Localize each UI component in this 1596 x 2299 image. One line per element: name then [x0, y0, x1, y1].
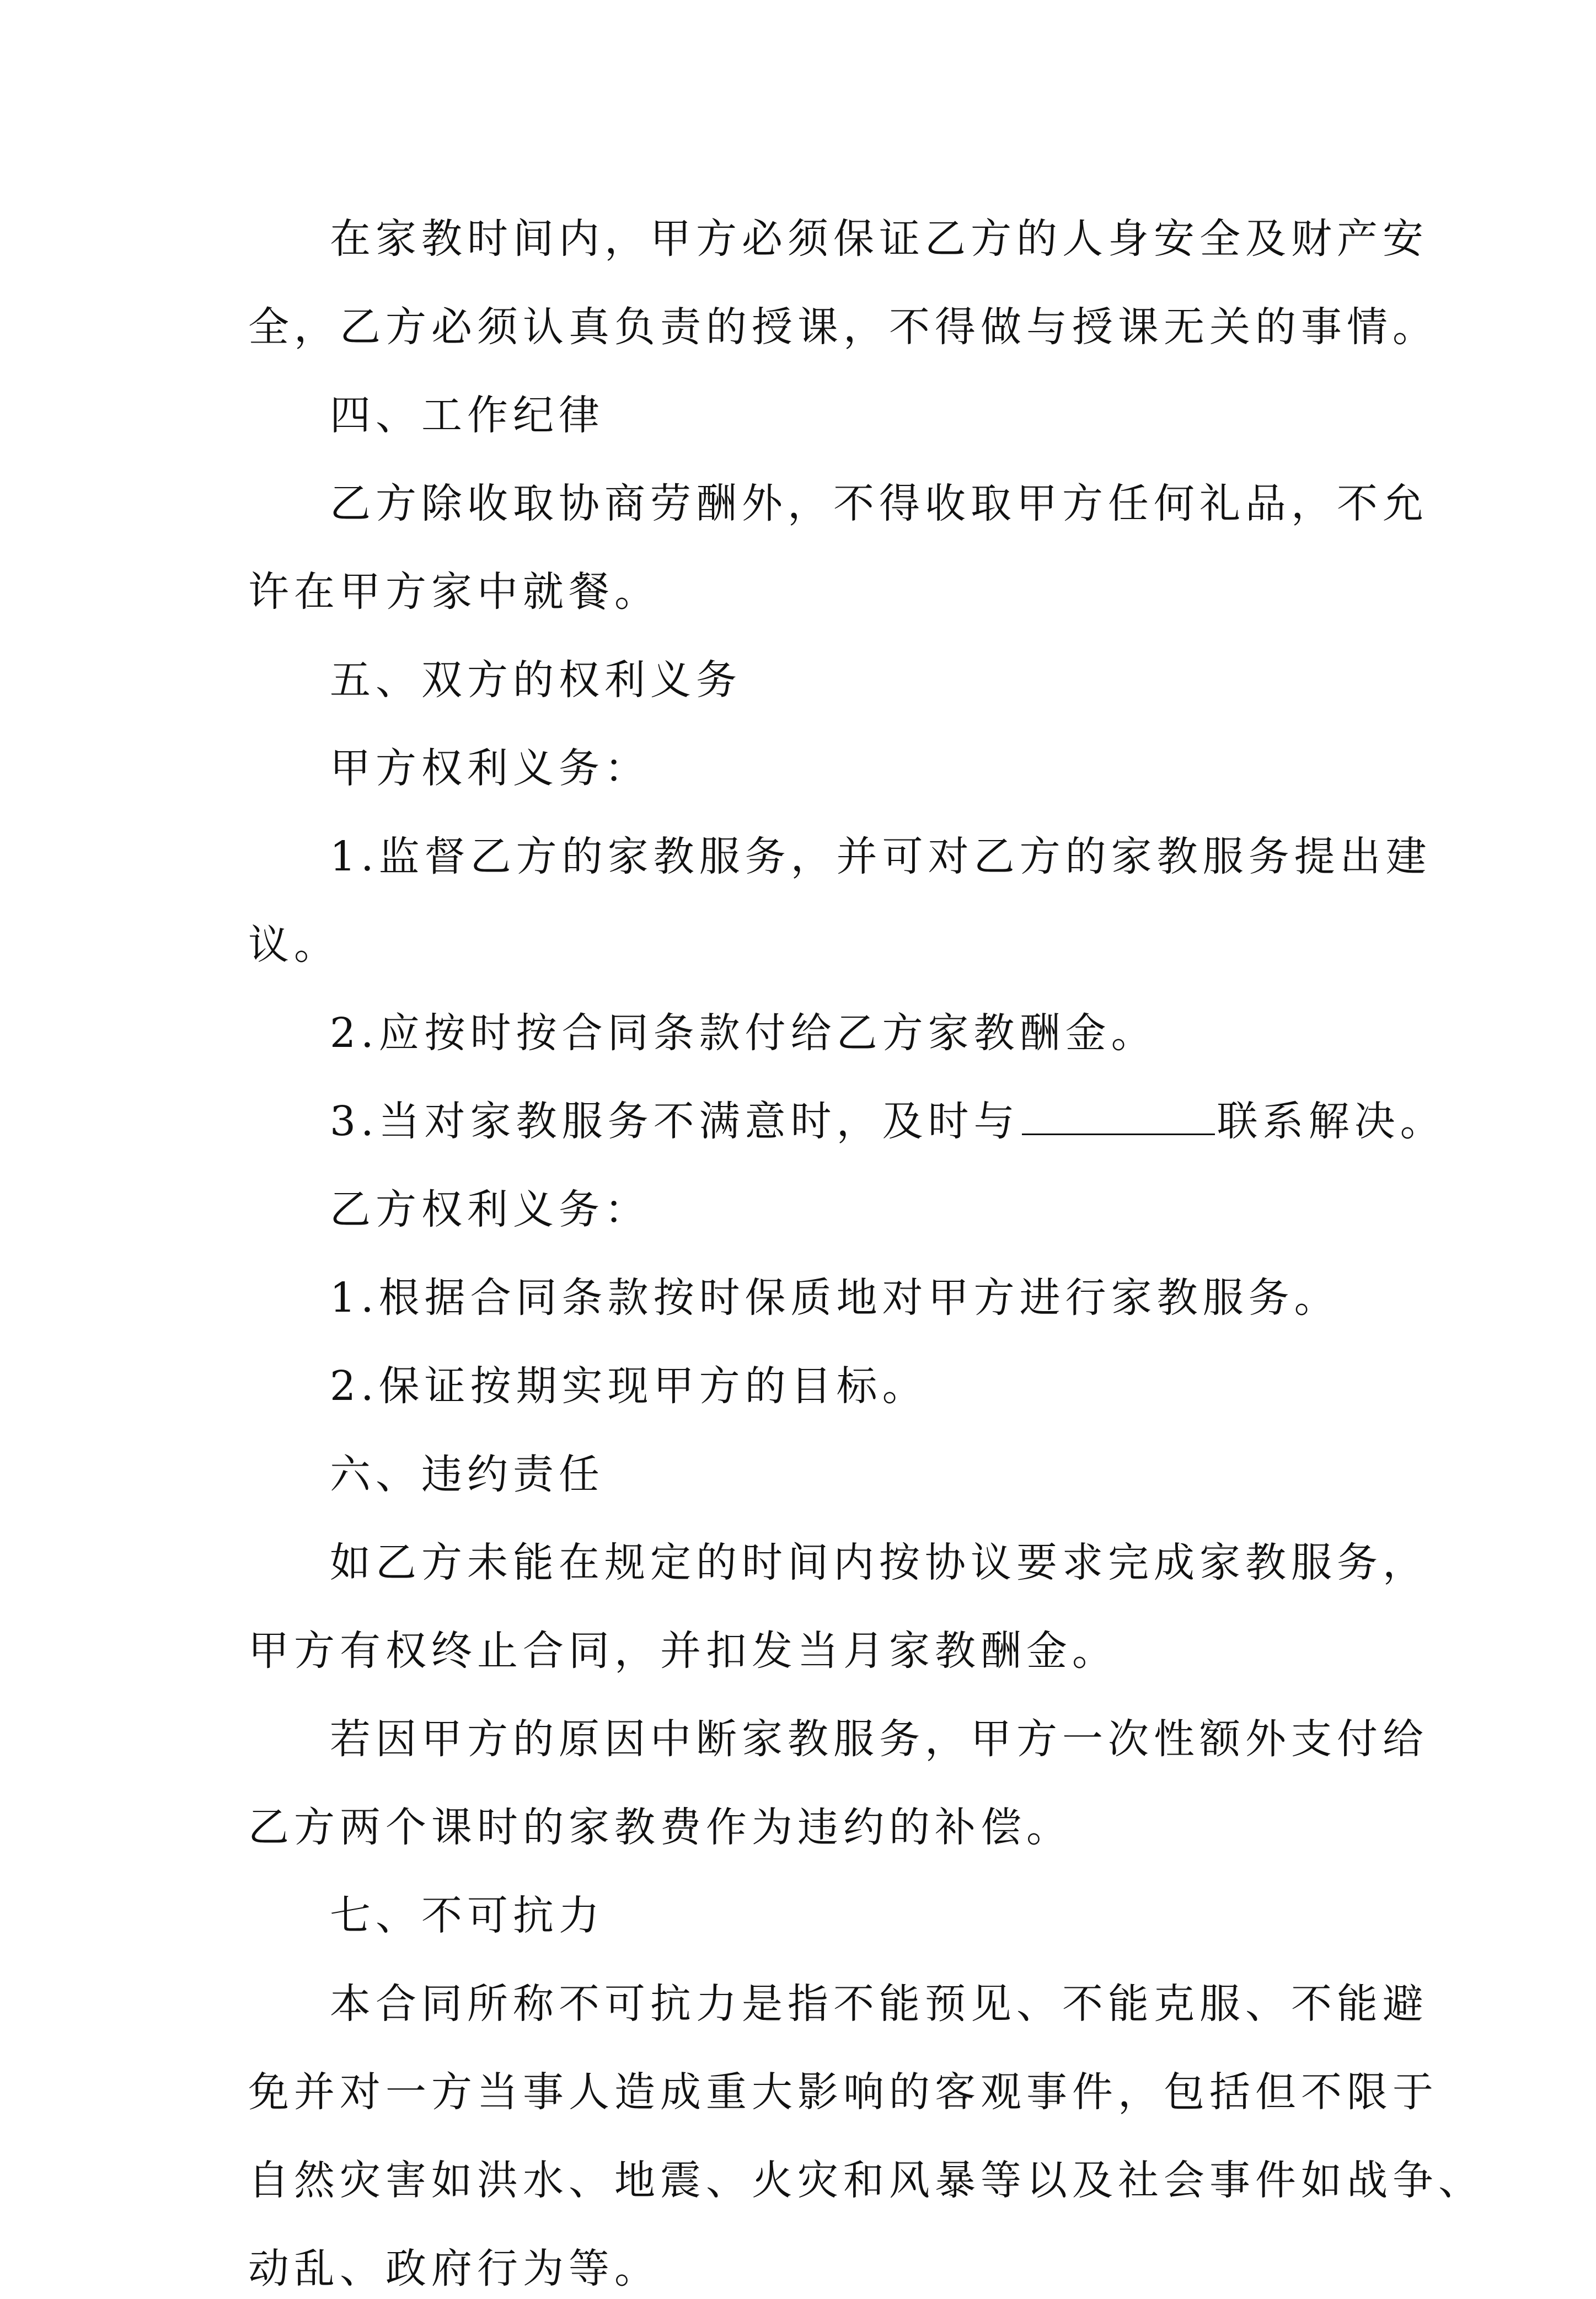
section-heading: 六、违约责任	[330, 1451, 604, 1498]
list-item: 1.监督乙方的家教服务，并可对乙方的家教服务提出建	[330, 833, 1432, 880]
paragraph-line: 在家教时间内，甲方必须保证乙方的人身安全及财产安	[330, 215, 1428, 263]
list-item: 1.根据合同条款按时保质地对甲方进行家教服务。	[330, 1274, 1340, 1322]
paragraph-line: 动乱、政府行为等。	[248, 2245, 660, 2292]
paragraph-line: 乙方除收取协商劳酬外，不得收取甲方任何礼品，不允	[330, 480, 1428, 527]
subheading: 乙方权利义务：	[330, 1186, 650, 1233]
paragraph-line: 甲方有权终止合同，并扣发当月家教酬金。	[248, 1627, 1118, 1675]
section-heading: 七、不可抗力	[330, 1892, 604, 1939]
list-item: 2.保证按期实现甲方的目标。	[330, 1362, 928, 1410]
subheading: 甲方权利义务：	[330, 745, 650, 792]
fill-in-blank[interactable]	[1022, 1095, 1215, 1135]
paragraph-line: 如乙方未能在规定的时间内按协议要求完成家教服务，	[330, 1539, 1428, 1586]
paragraph-line: 全，乙方必须认真负责的授课，不得做与授课无关的事情。	[248, 303, 1438, 351]
list-item: 2.应按时按合同条款付给乙方家教酬金。	[330, 1009, 1157, 1057]
paragraph-line: 免并对一方当事人造成重大影响的客观事件，包括但不限于	[248, 2068, 1438, 2116]
list-item	[330, 1091, 1446, 1152]
list-item-text: 3.当对家教服务不满意时，及时与	[330, 1098, 1020, 1145]
section-heading: 四、工作纪律	[330, 392, 604, 439]
paragraph-line: 乙方两个课时的家教费作为违约的补偿。	[248, 1804, 1072, 1851]
paragraph-line: 若因甲方的原因中断家教服务，甲方一次性额外支付给	[330, 1715, 1428, 1763]
list-item-text: 联系解决。	[1217, 1098, 1446, 1145]
paragraph-line: 许在甲方家中就餐。	[248, 568, 660, 616]
section-heading: 五、双方的权利义务	[330, 656, 742, 704]
paragraph-line: 议。	[248, 921, 340, 969]
paragraph-line: 本合同所称不可抗力是指不能预见、不能克服、不能避	[330, 1980, 1428, 2028]
paragraph-line: 自然灾害如洪水、地震、火灾和风暴等以及社会事件如战争、	[248, 2157, 1484, 2204]
